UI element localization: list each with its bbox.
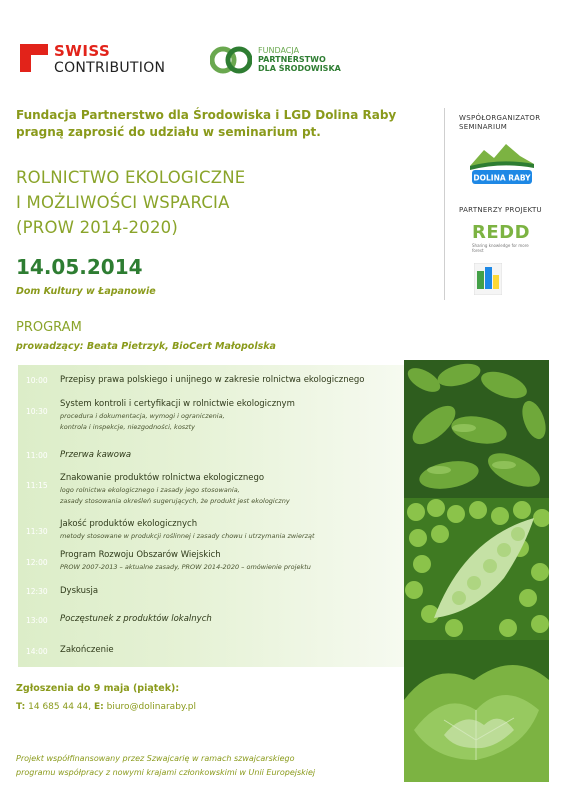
svg-text:DOLINA RABY: DOLINA RABY	[473, 173, 531, 183]
program-heading: PROGRAM	[16, 320, 82, 335]
schedule-row	[18, 365, 404, 396]
swiss-contribution-logo	[20, 42, 166, 80]
schedule-title: Zakończenie	[60, 645, 114, 655]
schedule-row	[18, 635, 404, 668]
schedule-row	[18, 469, 404, 516]
right-column-divider	[444, 108, 445, 300]
partner-logo-icon	[474, 263, 502, 295]
schedule-row	[18, 441, 404, 470]
seminar-title	[16, 165, 436, 240]
seminar-title-line2: I MOŻLIWOŚCI WSPARCIA	[16, 193, 230, 212]
schedule-row	[18, 515, 404, 548]
seminar-title-line1: ROLNICTWO EKOLOGICZNE	[16, 168, 246, 187]
phone-number: 14 685 44 44,	[28, 702, 92, 712]
cucumbers-photo	[404, 360, 549, 498]
email-address: biuro@dolinaraby.pl	[106, 702, 197, 712]
schedule-row	[18, 547, 404, 578]
schedule-subtitle: kontrola i inspekcje, niezgodności, koszty	[60, 423, 195, 431]
schedule-row	[18, 605, 404, 636]
intro-line1: Fundacja Partnerstwo dla Środowiska i LGD Dolina Raby	[16, 108, 397, 122]
peas-photo	[404, 498, 549, 640]
phone-label: T:	[16, 702, 26, 712]
coorganizer-label-line2: SEMINARIUM	[459, 123, 508, 131]
vegetable-photos	[404, 360, 549, 782]
schedule-title: Jakość produktów ekologicznych	[60, 519, 198, 529]
coorganizer-label	[459, 114, 559, 132]
schedule-title: Znakowanie produktów rolnictwa ekologicznego	[60, 473, 265, 483]
schedule-time: 11:00	[26, 451, 48, 460]
schedule-title: Poczęstunek z produktów lokalnych	[60, 614, 212, 624]
schedule-subtitle: procedura i dokumentacja, wymogi i ograniczenia,	[60, 412, 225, 420]
schedule-title: Program Rozwoju Obszarów Wiejskich	[60, 550, 221, 560]
schedule-time: 11:15	[26, 481, 48, 490]
swiss-logo-line1: SWISS	[54, 42, 111, 60]
dolina-raby-logo	[466, 140, 538, 188]
intro-text	[16, 107, 436, 141]
fundacja-logo	[210, 44, 350, 78]
contact-info	[16, 702, 196, 712]
fundacja-logo-line2: PARTNERSTWO	[258, 55, 326, 64]
fundacja-logo-line3: DLA ŚRODOWISKA	[258, 64, 341, 73]
schedule-subtitle: PROW 2007-2013 – aktualne zasady, PROW 2014-2020 – omówienie projektu	[60, 563, 311, 571]
schedule-row	[18, 395, 404, 442]
schedule-time: 11:30	[26, 527, 48, 536]
schedule-title: System kontroli i certyfikacji w rolnictwie ekologicznym	[60, 399, 295, 409]
schedule-row	[18, 577, 404, 606]
schedule-title: Przerwa kawowa	[60, 450, 132, 460]
swiss-logo-line2: CONTRIBUTION	[54, 60, 166, 76]
email-label: E:	[93, 702, 104, 712]
schedule-time: 12:30	[26, 587, 48, 596]
program-schedule	[18, 365, 404, 667]
schedule-time: 10:00	[26, 376, 48, 385]
seminar-title-line3: (PROW 2014-2020)	[16, 218, 178, 237]
schedule-title: Przepisy prawa polskiego i unijnego w zakresie rolnictwa ekologicznego	[60, 375, 365, 385]
fundacja-logo-line1: FUNDACJA	[258, 46, 300, 55]
swiss-flag-icon	[20, 44, 48, 72]
partners-label: PARTNERZY PROJEKTU	[459, 206, 542, 214]
redd-logo	[472, 222, 552, 254]
funding-note	[16, 752, 396, 780]
fundacja-leaf-icon	[210, 46, 252, 74]
schedule-time: 10:30	[26, 407, 48, 416]
funding-note-line2: programu współpracy z nowymi krajami członkowskimi w Unii Europejskiej	[16, 768, 316, 777]
registration-deadline: Zgłoszenia do 9 maja (piątek):	[16, 683, 180, 694]
intro-line2: pragną zaprosić do udziału w seminarium pt.	[16, 125, 321, 139]
schedule-time: 14:00	[26, 647, 48, 656]
program-hosts: prowadzący: Beata Pietrzyk, BioCert Małopolska	[16, 341, 276, 352]
redd-logo-subtitle: Sharing knowledge for more forest	[472, 243, 529, 253]
seminar-date: 14.05.2014	[16, 255, 143, 279]
redd-logo-word: REDD	[472, 222, 531, 243]
funding-note-line1: Projekt współfinansowany przez Szwajcarię w ramach szwajcarskiego	[16, 754, 295, 763]
coorganizer-label-line1: WSPÓŁORGANIZATOR	[459, 114, 541, 122]
schedule-subtitle: metody stosowane w produkcji roślinnej i zasady chowu i utrzymania zwierząt	[60, 532, 315, 540]
schedule-subtitle: zasady stosowania określeń sugerujących, że produkt jest ekologiczny	[60, 497, 290, 505]
schedule-title: Dyskusja	[60, 586, 99, 596]
schedule-time: 12:00	[26, 558, 48, 567]
lettuce-photo	[404, 640, 549, 782]
seminar-venue: Dom Kultury w Łapanowie	[16, 286, 156, 297]
schedule-time: 13:00	[26, 616, 48, 625]
schedule-subtitle: logo rolnictwa ekologicznego i zasady jego stosowania,	[60, 486, 240, 494]
